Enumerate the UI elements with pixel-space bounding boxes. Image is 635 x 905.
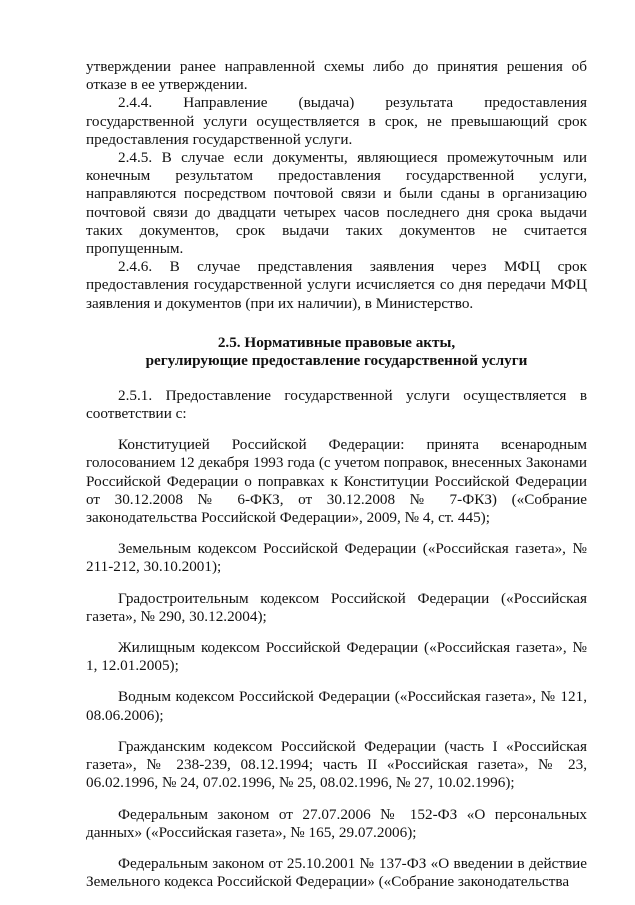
section-heading-line1: 2.5. Нормативные правовые акты,: [217, 333, 456, 351]
paragraph-continuation: утверждении ранее направленной схемы либо до принятия решения об отказе в ее утверждении.: [86, 58, 587, 94]
law-item-civil-code: Гражданским кодексом Российской Федерации (часть I «Российская газета», № 238-239, 08.12.1994; часть II «Российская газета», № 23, 06.02.1996, № 24, 07.02.1996, № 25, 08.02.1996, № 27, 10.02.1996);: [86, 737, 587, 792]
law-item-land-code-enactment: Федеральным законом от 25.10.2001 № 137-ФЗ «О введении в действие Земельного кодекса Российской Федерации» («Собрание законодательства: [86, 854, 587, 891]
law-item-urban-code: Градостроительным кодексом Российской Федерации («Российская газета», № 290, 30.12.2004);: [86, 589, 587, 625]
paragraph-2-4-4: 2.4.4. Направление (выдача) результата предоставления государственной услуги осуществляется в срок, не превышающий срок предоставления государственной услуги.: [86, 94, 587, 148]
paragraph-2-4-6: 2.4.6. В случае представления заявления через МФЦ срок предоставления государственной услуги исчисляется со дня передачи МФЦ заявления и документов (при их наличии), в Министерство.: [86, 258, 587, 312]
paragraph-2-4-5: 2.4.5. В случае если документы, являющиеся промежуточным или конечным результатом предоставления государственной услуги, направляются посредством почтовой связи и были сданы в организацию почтовой связи до двадцати четырех часов последнего дня срока выдачи таких документов, срок выдачи таких документов не считается пропущенным.: [86, 149, 587, 258]
law-item-housing-code: Жилищным кодексом Российской Федерации («Российская газета», № 1, 12.01.2005);: [86, 639, 587, 675]
law-item-constitution: Конституцией Российской Федерации: принята всенародным голосованием 12 декабря 1993 года (с учетом поправок, внесенных Законами Российской Федерации о поправках к Конституции Российской Федерации от 30.12.2008 № 6-ФКЗ, от 30.12.2008 № 7-ФКЗ) («Собрание законодательства Российской Федерации», 2009, № 4, ст. 445);: [86, 436, 587, 527]
law-item-personal-data: Федеральным законом от 27.07.2006 № 152-ФЗ «О персональных данных» («Российская газета», № 165, 29.07.2006);: [86, 805, 587, 841]
section-heading: [86, 334, 587, 371]
law-item-land-code: Земельным кодексом Российской Федерации («Российская газета», № 211-212, 30.10.2001);: [86, 540, 587, 576]
law-item-water-code: Водным кодексом Российской Федерации («Российская газета», № 121, 08.06.2006);: [86, 688, 587, 724]
paragraph-2-5-1: 2.5.1. Предоставление государственной услуги осуществляется в соответствии с:: [86, 386, 587, 423]
section-heading-line2: регулирующие предоставление государственной услуги: [145, 352, 528, 370]
